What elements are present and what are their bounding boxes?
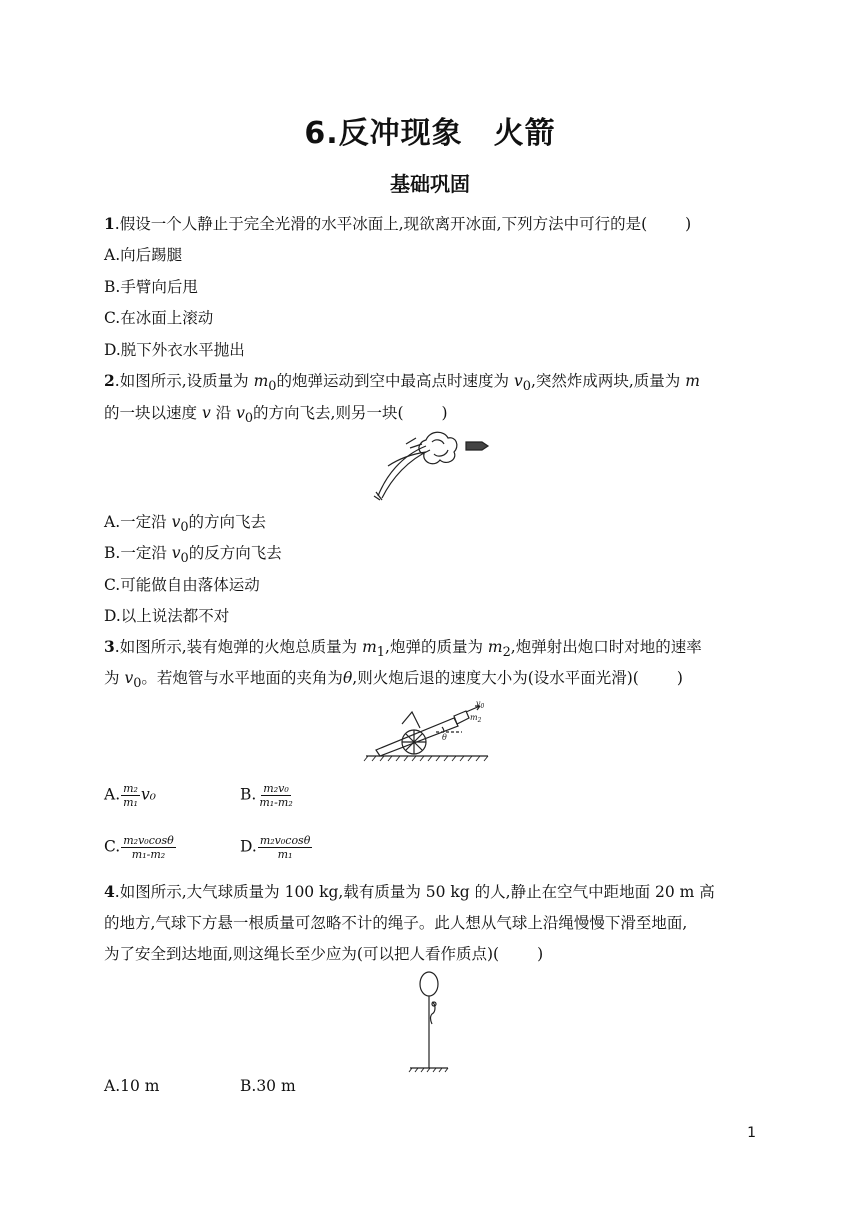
fig-theta-label: θ bbox=[442, 733, 447, 742]
denominator: m₁ bbox=[277, 848, 293, 861]
q3-var: m bbox=[487, 638, 503, 656]
fig-v0-label: $v_0$ bbox=[476, 699, 485, 710]
q3-var: m bbox=[362, 638, 377, 656]
page-number: 1 bbox=[747, 1125, 756, 1141]
q3-text: ,炮弹射出炮口时对地的速率 bbox=[510, 638, 702, 656]
q4-stem-line1 bbox=[104, 881, 715, 903]
q3-text: ,则火炮后退的速度大小为(设水平面光滑)( bbox=[352, 669, 639, 687]
q1-stem-text: .假设一个人静止于完全光滑的水平冰面上,现欲离开冰面,下列方法中可行的是( bbox=[114, 215, 648, 233]
page-title: 6.反冲现象 火箭 bbox=[304, 116, 556, 151]
q2-text: ,突然炸成两块,质量为 bbox=[530, 372, 686, 390]
q3-text: 。若炮管与水平地面的夹角为 bbox=[141, 669, 343, 687]
q3-stem-line2 bbox=[104, 667, 683, 695]
q4-option-a: A.10 m bbox=[104, 1077, 160, 1095]
q3-option-a bbox=[104, 782, 156, 809]
q3-option-b bbox=[240, 782, 296, 809]
q2-number: 2 bbox=[104, 371, 115, 390]
q2-stem-line1 bbox=[104, 370, 700, 398]
q3-option-d bbox=[240, 834, 313, 861]
cannon-figure bbox=[362, 698, 492, 762]
q4-close-paren: ) bbox=[537, 945, 544, 963]
q2-option-b-text: 的反方向飞去 bbox=[188, 544, 282, 562]
q3-option-tail: v₀ bbox=[140, 785, 156, 804]
q2-sub: 0 bbox=[522, 379, 531, 395]
q2-var: v bbox=[236, 404, 245, 422]
numerator: m₂v₀cosθ bbox=[123, 834, 174, 847]
q2-var: m bbox=[685, 372, 700, 390]
q2-option-a-sub: 0 bbox=[180, 520, 189, 536]
q3-option-label: B. bbox=[240, 785, 257, 804]
q2-sub: 0 bbox=[268, 379, 277, 395]
balloon-figure bbox=[404, 968, 454, 1076]
q2-option-b-sub: 0 bbox=[180, 551, 189, 567]
q3-var: v bbox=[124, 669, 134, 687]
q2-close-paren: ) bbox=[441, 404, 448, 422]
q3-option-label: A. bbox=[104, 785, 121, 804]
q4-number: 4 bbox=[104, 882, 115, 901]
q2-option-a-text: 的方向飞去 bbox=[188, 513, 267, 531]
q3-number: 3 bbox=[104, 637, 115, 656]
q3-close-paren: ) bbox=[676, 669, 683, 687]
q4-text: .如图所示,大气球质量为 100 kg,载有质量为 50 kg 的人,静止在空气中距地面 20 m 高 bbox=[114, 883, 715, 901]
numerator: m₂v₀ bbox=[263, 782, 289, 795]
q2-var: v bbox=[513, 372, 523, 390]
fraction bbox=[258, 834, 313, 861]
q2-option-c: C.可能做自由落体运动 bbox=[104, 576, 260, 594]
denominator: m₁ bbox=[123, 796, 138, 809]
numerator: m₂v₀cosθ bbox=[259, 834, 311, 847]
fraction bbox=[121, 782, 140, 809]
q2-option-b-var: v bbox=[171, 544, 181, 562]
q3-option-label: D. bbox=[240, 837, 257, 856]
fraction bbox=[257, 782, 294, 809]
section-heading: 基础巩固 bbox=[390, 172, 470, 196]
q2-var: v bbox=[201, 404, 211, 422]
q2-option-d: D.以上说法都不对 bbox=[104, 607, 230, 625]
q1-option-a: A.向后踢腿 bbox=[104, 246, 183, 264]
q2-option-b bbox=[104, 542, 282, 570]
fraction bbox=[121, 834, 176, 861]
q3-sub: 2 bbox=[502, 645, 511, 661]
q3-var: θ bbox=[342, 669, 353, 687]
numerator: m₂ bbox=[123, 782, 138, 795]
q2-sub: 0 bbox=[244, 411, 254, 427]
q3-sub: 1 bbox=[376, 645, 386, 661]
q2-option-a-var: v bbox=[171, 513, 181, 531]
q2-var: m bbox=[253, 372, 269, 390]
q4-stem-line2: 的地方,气球下方悬一根质量可忽略不计的绳子。此人想从气球上沿绳慢慢下滑至地面, bbox=[104, 914, 688, 932]
q2-option-a-text: A.一定沿 bbox=[104, 513, 172, 531]
q1-stem bbox=[104, 213, 691, 235]
q2-text: 沿 bbox=[210, 404, 237, 422]
q2-option-a bbox=[104, 511, 266, 539]
q2-text: 的一块以速度 bbox=[104, 404, 202, 422]
denominator: m₁-m₂ bbox=[259, 796, 293, 809]
q1-option-d: D.脱下外衣水平抛出 bbox=[104, 341, 245, 359]
q1-option-c: C.在冰面上滚动 bbox=[104, 309, 214, 327]
q2-text: 的方向飞去,则另一块( bbox=[253, 404, 404, 422]
q3-option-label: C. bbox=[104, 837, 121, 856]
q3-text: 为 bbox=[104, 669, 125, 687]
fig-m2-label: $m_2$ bbox=[470, 713, 482, 724]
q4-text: 为了安全到达地面,则这绳长至少应为(可以把人看作质点)( bbox=[104, 945, 500, 963]
q3-sub: 0 bbox=[133, 676, 142, 692]
q1-number: 1 bbox=[104, 214, 115, 233]
q2-text: 的炮弹运动到空中最高点时速度为 bbox=[276, 372, 514, 390]
q3-text: .如图所示,装有炮弹的火炮总质量为 bbox=[114, 638, 363, 656]
q3-option-c bbox=[104, 834, 177, 861]
q2-text: .如图所示,设质量为 bbox=[114, 372, 254, 390]
q4-option-b: B.30 m bbox=[240, 1077, 296, 1095]
denominator: m₁-m₂ bbox=[131, 848, 166, 861]
q3-text: ,炮弹的质量为 bbox=[385, 638, 488, 656]
q2-option-b-text: B.一定沿 bbox=[104, 544, 172, 562]
q4-stem-line3 bbox=[104, 943, 543, 965]
shell-explosion-figure bbox=[366, 426, 496, 502]
q3-stem-line1 bbox=[104, 636, 702, 664]
q1-option-b: B.手臂向后甩 bbox=[104, 278, 198, 296]
q1-close-paren: ) bbox=[685, 215, 692, 233]
